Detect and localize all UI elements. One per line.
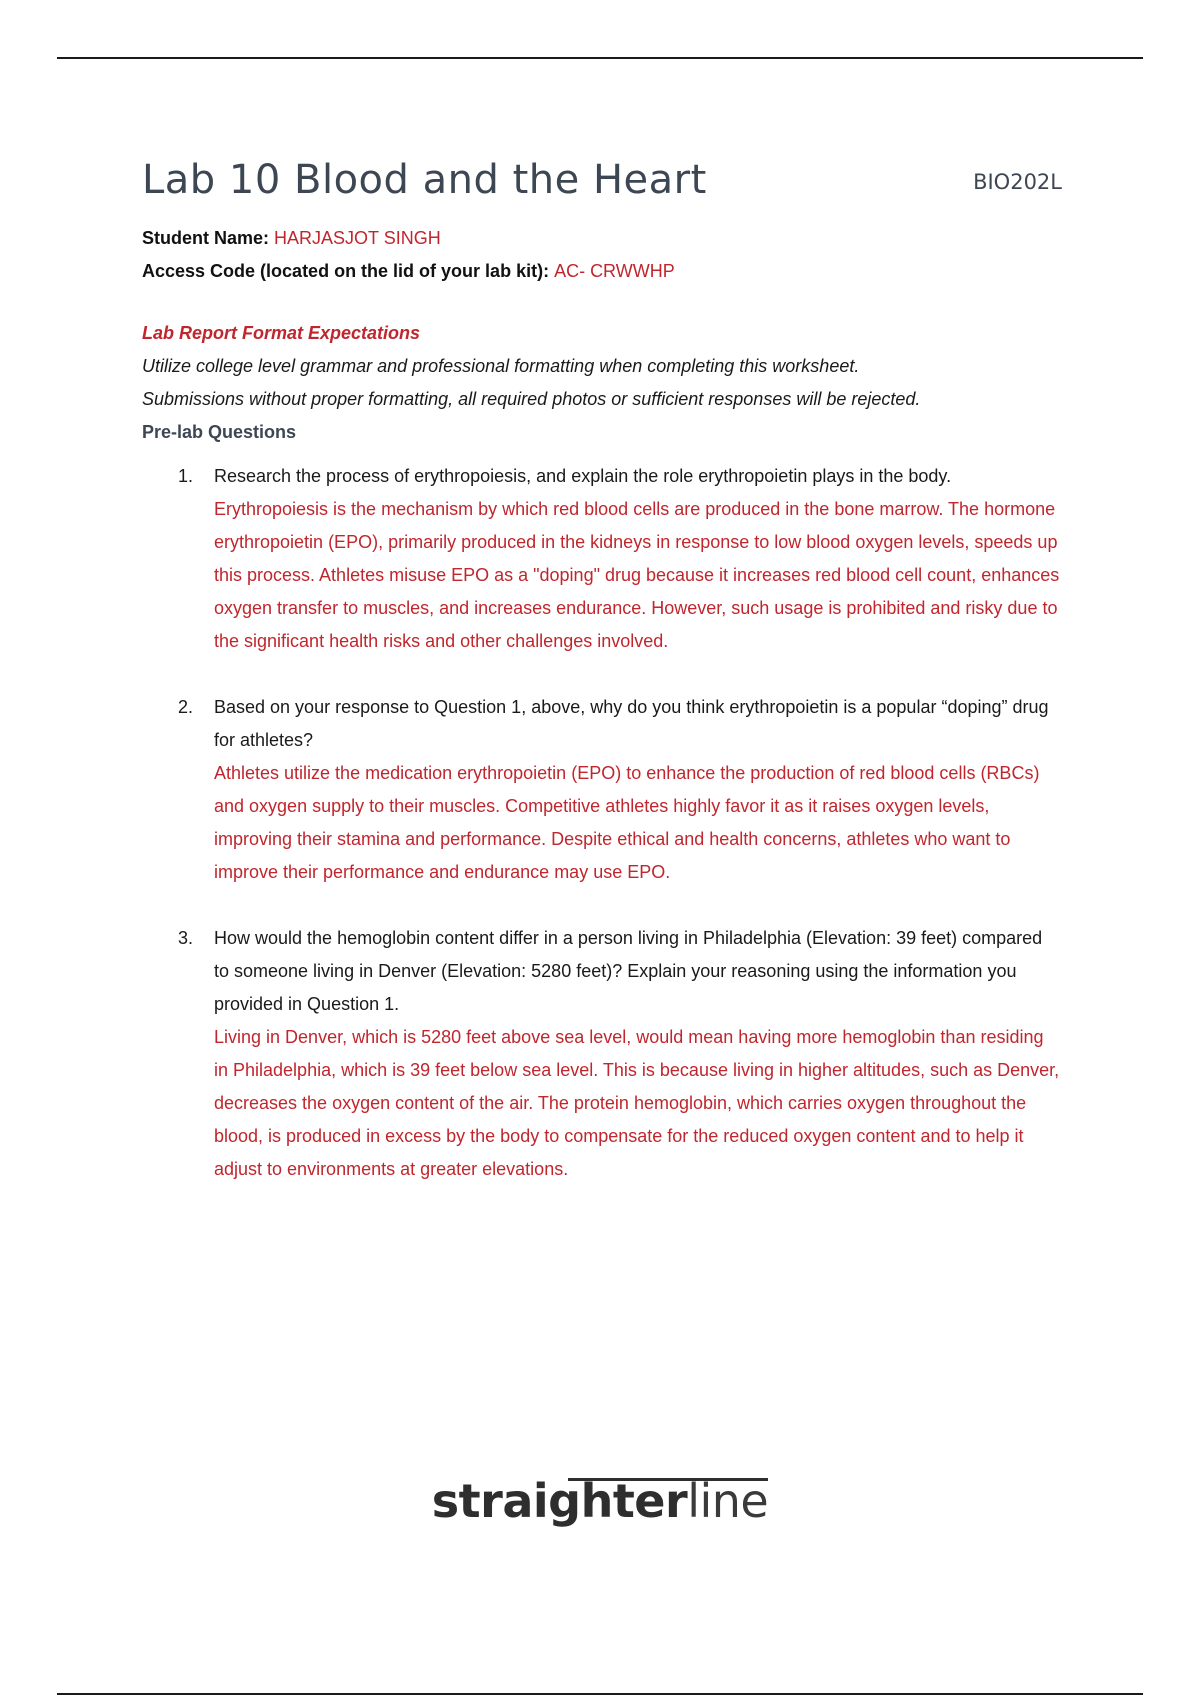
logo-strong-text: straighter [431, 1474, 688, 1528]
expectations-line-1: Utilize college level grammar and professional formatting when completing this worksheet. [142, 356, 860, 376]
answer-text: Living in Denver, which is 5280 feet above sea level, would mean having more hemoglobin than residing in Philadelphia, which is 39 feet below sea level. This is because living in higher altitudes, such as Denver, decreases the oxygen content of the air. The protein hemoglobin, which carries oxygen throughout the blood, is produced in excess by the body to compensate for the reduced oxygen content and to help it adjust to environments at greater elevations. [214, 1027, 1060, 1179]
logo-light-text: line [687, 1474, 769, 1528]
question-item [142, 691, 1062, 889]
worksheet-page [142, 140, 1062, 1219]
question-text: How would the hemoglobin content differ in a person living in Philadelphia (Elevation: 39 feet) compared to someone living in Denver (Elevation: 5280 feet)? Explain your reasoning using the information you provided in Question 1. [214, 928, 1043, 1014]
expectations-line-2: Submissions without proper formatting, all required photos or sufficient responses will be rejected. [142, 389, 921, 409]
question-number: 3. [178, 928, 194, 948]
student-name-label: Student Name: [142, 228, 275, 248]
question-text: Research the process of erythropoiesis, and explain the role erythropoietin plays in the body. [214, 466, 952, 486]
prelab-heading: Pre-lab Questions [142, 422, 297, 442]
course-code: BIO202L [973, 170, 1062, 194]
bottom-rule [57, 1693, 1143, 1695]
student-name-row [142, 222, 1062, 255]
question-item [142, 922, 1062, 1186]
question-number: 2. [178, 697, 194, 717]
question-item [142, 460, 1062, 658]
access-code-label: Access Code (located on the lid of your lab kit): [142, 261, 555, 281]
access-code-value: AC- CRWWHP [554, 261, 675, 281]
page-title: Lab 10 Blood and the Heart [142, 157, 707, 203]
student-info [142, 222, 1062, 288]
top-rule [57, 57, 1143, 59]
question-text: Based on your response to Question 1, above, why do you think erythropoietin is a popular “doping” drug for athletes? [214, 697, 1049, 750]
access-code-row [142, 255, 1062, 288]
question-number: 1. [178, 466, 194, 486]
student-name-value: HARJASJOT SINGH [274, 228, 441, 248]
expectations-heading: Lab Report Format Expectations [142, 323, 421, 343]
question-list [142, 460, 1062, 1186]
answer-text: Erythropoiesis is the mechanism by which red blood cells are produced in the bone marrow. The hormone erythropoietin (EPO), primarily produced in the kidneys in response to low blood oxygen levels, speeds up this process. Athletes misuse EPO as a "doping" drug because it increases red blood cell count, enhances oxygen transfer to muscles, and increases endurance. However, such usage is prohibited and risky due to the significant health risks and other challenges involved. [214, 499, 1060, 651]
answer-text: Athletes utilize the medication erythropoietin (EPO) to enhance the production of red blood cells (RBCs) and oxygen supply to their muscles. Competitive athletes highly favor it as it raises oxygen levels, improving their stamina and performance. Despite ethical and health concerns, athletes who want to improve their performance and endurance may use EPO. [214, 763, 1040, 882]
header [142, 140, 1062, 203]
logo-wordmark [432, 1474, 768, 1528]
straighterline-logo [0, 1474, 1200, 1528]
